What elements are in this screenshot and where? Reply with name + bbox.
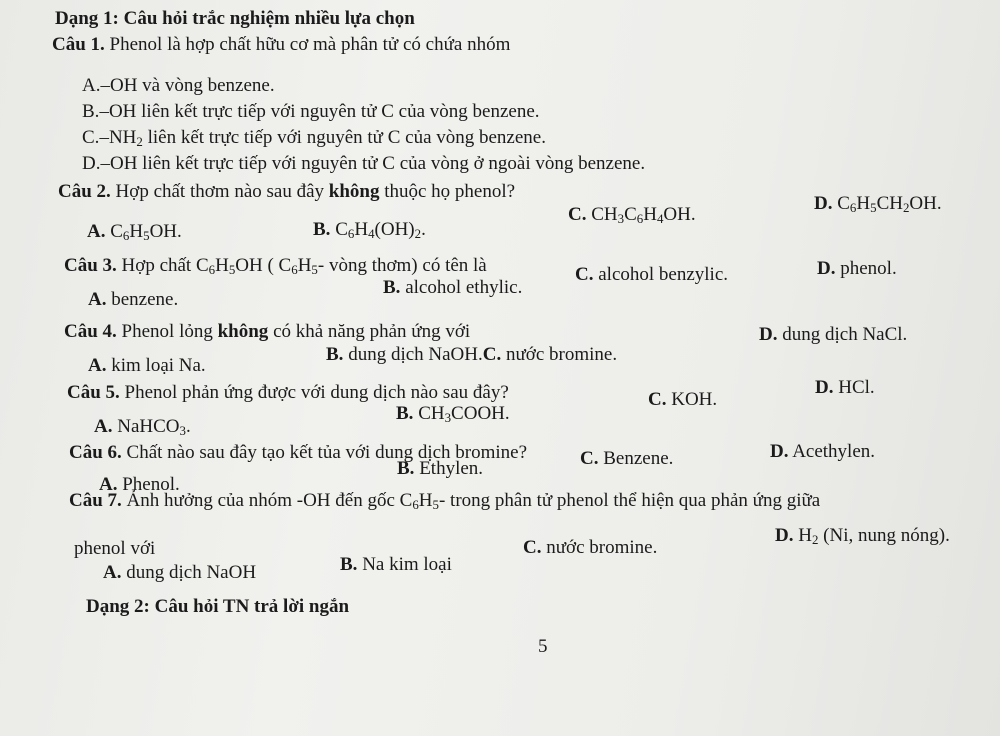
q7-option-a[interactable]: A. dung dịch NaOH [103,562,257,583]
question-2-label: Câu 2. [58,181,111,202]
q2-option-b[interactable]: B. $C_6H_4(OH)_2$. [313,219,426,241]
q3-option-b[interactable]: B. alcohol ethylic. [383,277,523,298]
question-1-label: Câu 1. [52,34,105,55]
q4-option-b[interactable]: B. dung dịch NaOH.C. nước bromine. [326,344,618,365]
q7-option-b[interactable]: B. Na kim loại [340,554,452,575]
q4-option-c-text[interactable]: nước bromine. [505,344,618,365]
q2-option-c[interactable]: C. $CH_3C_6H_4OH$. [568,204,696,226]
q3-option-d[interactable]: D. phenol. [817,258,897,279]
q7-option-d[interactable]: D. $H_2$ (Ni, nung nóng). [775,525,950,547]
question-2-emphasis: không [328,181,380,202]
question-2: Câu 2. Hợp chất thơm nào sau đây không thuộc họ phenol? [58,181,516,202]
question-4-emphasis: không [217,321,269,342]
q3-option-c[interactable]: C. alcohol benzylic. [575,264,729,285]
question-6-label: Câu 6. [69,442,122,463]
q5-option-d[interactable]: D. HCl. [815,377,875,398]
question-5-label: Câu 5. [67,382,120,403]
question-4-label: Câu 4. [64,321,117,342]
q1-option-a[interactable]: A.–OH và vòng benzene. [82,75,275,96]
question-3: Câu 3. Hợp chất $C_6H_5OH$ ( $C_6H_5-$ vòng thơm) có tên là [64,255,487,277]
q5-option-b[interactable]: B. $CH_3COOH$. [396,403,510,425]
question-4: Câu 4. Phenol lỏng không có khả năng phản ứng với [64,321,471,342]
q2-option-d[interactable]: D. $C_6H_5CH_2OH$. [814,193,942,215]
q6-option-a[interactable]: A. Phenol. [99,474,180,495]
q5-option-a[interactable]: A. NaHCO$_3$. [94,416,191,438]
page-number: 5 [538,636,548,657]
q6-option-d[interactable]: D. Acethylen. [770,441,876,462]
question-3-label: Câu 3. [64,255,117,276]
q1-option-b[interactable]: B.–OH liên kết trực tiếp với nguyên tử C của vòng benzene. [82,101,540,122]
q1-option-d[interactable]: D.–OH liên kết trực tiếp với nguyên tử C của vòng ở ngoài vòng benzene. [82,153,646,174]
q3-option-a[interactable]: A. benzene. [88,289,179,310]
q1-option-c[interactable]: $C.-NH_2$ liên kết trực tiếp với nguyên tử C của vòng benzene. [82,127,546,149]
q5-option-c[interactable]: C. KOH. [648,389,718,410]
question-6: Câu 6. Chất nào sau đây tạo kết tủa với dung dịch bromine? [69,442,528,463]
q4-option-d[interactable]: D. dung dịch NaCl. [759,324,908,345]
q7-option-c[interactable]: C. nước bromine. [523,537,658,558]
question-1-text: Phenol là hợp chất hữu cơ mà phân tử có chứa nhóm [109,34,511,55]
q6-option-b[interactable]: B. Ethylen. [397,458,484,479]
section-1-title: Dạng 1: Câu hỏi trắc nghiệm nhiều lựa chọn [55,8,415,29]
q6-option-c[interactable]: C. Benzene. [580,448,674,469]
question-1 [52,34,510,56]
section-2-title: Dạng 2: Câu hỏi TN trả lời ngắn [86,596,350,617]
question-7-label: Câu 7. [69,490,122,511]
question-7: Câu 7. Ảnh hưởng của nhóm -OH đến gốc $C_6H_5-$ trong phân tử phenol thể hiện qua phản ứng giữa [69,490,821,512]
q2-option-a[interactable]: A. $C_6H_5OH$. [87,221,182,243]
q4-option-c-letter[interactable]: C. [482,344,502,365]
question-7-continuation: phenol với [74,538,156,559]
question-5: Câu 5. Phenol phản ứng được với dung dịch nào sau đây? [67,382,509,403]
q4-option-a[interactable]: A. kim loại Na. [88,355,206,376]
